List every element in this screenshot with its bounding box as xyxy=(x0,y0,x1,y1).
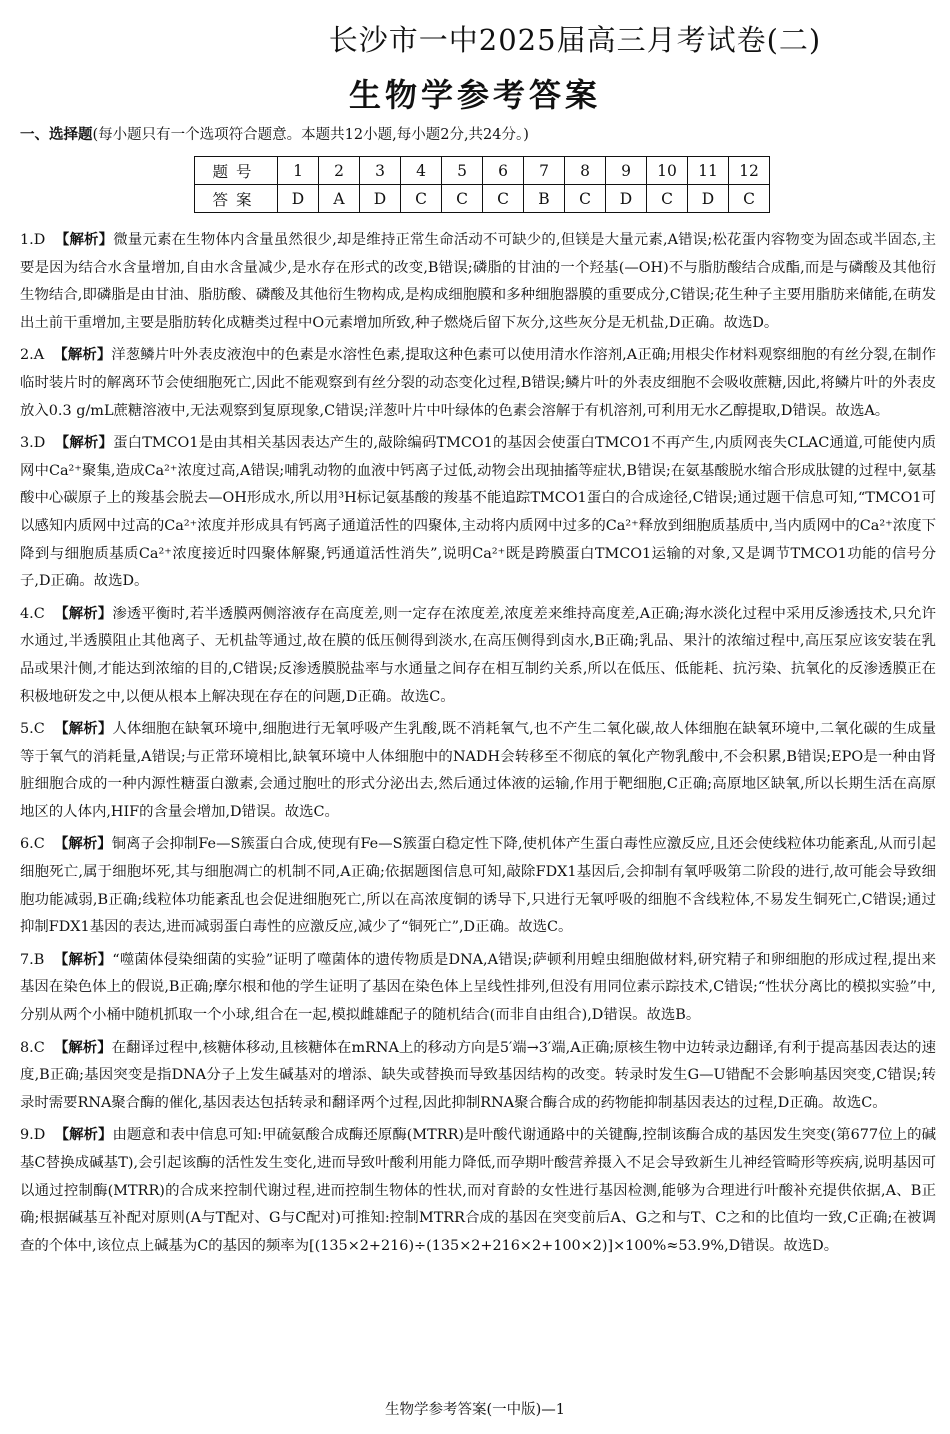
answer-cell: C xyxy=(483,185,524,213)
row-label-number: 题号 xyxy=(195,157,278,185)
analysis-tag: 【解析】 xyxy=(54,835,112,853)
question-head: 8.C xyxy=(20,1039,45,1056)
explanation-text: 蛋白TMCO1是由其相关基因表达产生的,敲除编码TMCO1的基因会使蛋白TMCO1不再产生,内质网丧失CLAC通道,可能使内质网中Ca²⁺聚集,造成Ca²⁺浓度过高,A错误;哺乳动物的血液中钙离子过低,动物会出现抽搐等症状,B错误;在氨基酸脱水缩合形成肽键的过程中,氨基酸中心碳原子上的羧基会脱去—OH形成水,所以用³H标记氨基酸的羧基不能追踪TMCO1蛋白的合成途径,C错误;通过题干信息可知,“TMCO1可以感知内质网中过高的Ca²⁺浓度并形成具有钙离子通道活性的四聚体,主动将内质网中过多的Ca²⁺释放到细胞质基质中,当内质网中的Ca²⁺浓度下降到与细胞质基质Ca²⁺浓度接近时四聚体解聚,钙通道活性消失”,说明Ca²⁺既是跨膜蛋白TMCO1运输的对象,又是调节TMCO1功能的信号分子,D正确。故选D。 xyxy=(20,435,936,590)
section-note: (每小题只有一个选项符合题意。本题共12小题,每小题2分,共24分。) xyxy=(92,127,529,143)
explanation-text: 微量元素在生物体内含量虽然很少,却是维持正常生命活动不可缺少的,但镁是大量元素,A错误;松花蛋内容物变为固态或半固态,主要是因为结合水含量增加,自由水含量减少,是水存在形式的改变,B错误;磷脂的甘油的一个羟基(—OH)不与脂肪酸结合成酯,而是与磷酸及其他衍生物结合,即磷脂是由甘油、脂肪酸、磷酸及其他衍生物构成,是构成细胞膜和多种细胞器膜的重要成分,C错误;花生种子主要用脂肪来储能,在萌发出土前干重增加,主要是脂肪转化成糖类过程中O元素增加所致,种子燃烧后留下灰分,这些灰分是无机盐,D正确。故选D。 xyxy=(20,232,936,331)
question-head: 1.D xyxy=(20,232,46,248)
explanations xyxy=(20,226,936,1260)
question-number: 9 xyxy=(606,157,647,185)
answer-cell: B xyxy=(524,185,565,213)
question-explanation-1 xyxy=(20,226,936,337)
analysis-tag: 【解析】 xyxy=(54,604,113,622)
question-number: 4 xyxy=(401,157,442,185)
analysis-tag: 【解析】 xyxy=(53,1038,112,1056)
question-explanation-3 xyxy=(20,429,936,596)
answer-cell: D xyxy=(688,185,729,213)
question-explanation-4 xyxy=(20,600,936,711)
question-number: 10 xyxy=(647,157,688,185)
question-explanation-2 xyxy=(20,341,936,425)
page-title: 生物学参考答案 xyxy=(348,76,601,114)
question-head: 4.C xyxy=(20,605,45,622)
analysis-tag: 【解析】 xyxy=(54,1126,113,1144)
question-explanation-6 xyxy=(20,830,936,941)
question-number: 11 xyxy=(688,157,729,185)
answer-row xyxy=(195,185,770,213)
section-title: 一、选择题 xyxy=(20,126,93,143)
answer-cell: D xyxy=(360,185,401,213)
question-number: 5 xyxy=(442,157,483,185)
answer-table xyxy=(194,156,770,213)
analysis-tag: 【解析】 xyxy=(54,434,114,452)
question-head: 6.C xyxy=(20,836,45,853)
analysis-tag: 【解析】 xyxy=(54,231,114,248)
answer-cell: C xyxy=(565,185,606,213)
explanation-text: 洋葱鳞片叶外表皮液泡中的色素是水溶性色素,提取这种色素可以使用清水作溶剂,A正确;用根尖作材料观察细胞的有丝分裂,在制作临时装片时的解离环节会使细胞死亡,因此不能观察到有丝分裂的动态变化过程,B错误;鳞片叶的外表皮细胞不会吸收蔗糖,因此,将鳞片叶的外表皮放入0.3 g/mL蔗糖溶液中,无法观察到复原现象,C错误;洋葱叶片中叶绿体的色素会溶解于有机溶剂,可利用无水乙醇提取,D错误。故选A。 xyxy=(20,347,936,419)
explanation-text: 铜离子会抑制Fe—S簇蛋白合成,使现有Fe—S簇蛋白稳定性下降,使机体产生蛋白毒性应激反应,且还会使线粒体功能紊乱,从而引起细胞死亡,属于细胞坏死,其与细胞凋亡的机制不同,A正确;依据题图信息可知,敲除FDX1基因后,会抑制有氧呼吸第二阶段的进行,故可能会导致细胞功能减弱,B正确;线粒体功能紊乱也会促进细胞死亡,所以在高浓度铜的诱导下,只进行无氧呼吸的细胞不含线粒体,不易发生铜死亡,C错误;通过抑制FDX1基因的表达,进而减弱蛋白毒性的应激反应,减少了“铜死亡”,D正确。故选C。 xyxy=(20,836,936,936)
page-footer: 生物学参考答案(一中版)—1 xyxy=(384,1402,566,1418)
question-number: 2 xyxy=(319,157,360,185)
explanation-text: 在翻译过程中,核糖体移动,且核糖体在mRNA上的移动方向是5′端→3′端,A正确;原核生物中边转录边翻译,有利于提高基因表达的速度,B正确;基因突变是指DNA分子上发生碱基对的增添、缺失或替换而导致基因结构的改变。转录时发生G—U错配不会影响基因突变,C错误;转录时需要RNA聚合酶的催化,基因表达包括转录和翻译两个过程,因此抑制RNA聚合酶合成的药物能抑制基因表达的过程,D正确。故选C。 xyxy=(20,1039,936,1111)
question-number: 1 xyxy=(278,157,319,185)
explanation-text: “噬菌体侵染细菌的实验”证明了噬菌体的遗传物质是DNA,A错误;萨顿利用蝗虫细胞做材料,研究精子和卵细胞的形成过程,提出来基因在染色体上的假说,B正确;摩尔根和他的学生证明了基因在染色体上呈线性排列,但没有用同位素示踪技术,C错误;“性状分离比的模拟实验”中,分别从两个小桶中随机抓取一个小球,组合在一起,模拟雌雄配子的随机结合(而非自由组合),D错误。故选B。 xyxy=(20,951,936,1024)
question-number: 6 xyxy=(483,157,524,185)
explanation-text: 由题意和表中信息可知:甲硫氨酸合成酶还原酶(MTRR)是叶酸代谢通路中的关键酶,控制该酶合成的基因发生突变(第677位上的碱基C替换成碱基T),会引起该酶的活性发生变化,进而导致叶酸利用能力降低,而孕期叶酸营养摄入不足会导致新生儿神经管畸形等疾病,说明基因可以通过控制酶(MTRR)的合成来控制代谢过程,进而控制生物体的性状,而对育龄的女性进行基因检测,能够为合理进行叶酸补充提供依据,A、B正确;根据碱基互补配对原则(A与T配对、G与C配对)可推知:控制MTRR合成的基因在突变前后A、G之和与T、C之和的比值均一致,C正确;在被调查的个体中,该位点上碱基为C的基因的频率为[(135×2+216)÷(135×2+216×2+100×2)]×100%≈53.9%,D错误。故选D。 xyxy=(20,1127,936,1254)
answer-cell: D xyxy=(278,185,319,213)
question-explanation-9 xyxy=(20,1121,936,1260)
answer-cell: C xyxy=(442,185,483,213)
section-heading xyxy=(20,124,936,146)
answer-cell: C xyxy=(401,185,442,213)
question-number: 8 xyxy=(565,157,606,185)
exam-title: 长沙市一中2025届高三月考试卷(二) xyxy=(328,23,822,57)
analysis-tag: 【解析】 xyxy=(53,346,112,364)
answer-cell: A xyxy=(319,185,360,213)
question-explanation-5 xyxy=(20,715,936,826)
question-explanation-8 xyxy=(20,1034,936,1118)
question-number: 12 xyxy=(729,157,770,185)
question-head: 9.D xyxy=(20,1127,46,1144)
answer-cell: D xyxy=(606,185,647,213)
row-label-answer: 答案 xyxy=(195,185,278,213)
explanation-text: 人体细胞在缺氧环境中,细胞进行无氧呼吸产生乳酸,既不消耗氧气,也不产生二氧化碳,故人体细胞在缺氧环境中,二氧化碳的生成量等于氧气的消耗量,A错误;与正常环境相比,缺氧环境中人体细胞中的NADH会转移至不彻底的氧化产物乳酸中,不会积累,B错误;EPO是一种由肾脏细胞合成的一种内源性糖蛋白激素,会通过胞吐的形式分泌出去,然后通过体液的运输,作用于靶细胞,C正确;高原地区缺氧,所以长期生活在高原地区的人体内,HIF的含量会增加,D错误。故选C。 xyxy=(20,721,936,820)
question-head: 5.C xyxy=(20,721,45,738)
question-head: 3.D xyxy=(20,435,46,452)
answer-cell: C xyxy=(729,185,770,213)
question-number: 7 xyxy=(524,157,565,185)
question-head: 2.A xyxy=(20,347,45,364)
question-head: 7.B xyxy=(20,951,45,968)
question-number: 3 xyxy=(360,157,401,185)
question-explanation-7 xyxy=(20,946,936,1030)
explanation-text: 渗透平衡时,若半透膜两侧溶液存在高度差,则一定存在浓度差,浓度差来维持高度差,A正确;海水淡化过程中采用反渗透技术,只允许水通过,半透膜阻止其他离子、无机盐等通过,故在膜的低压侧得到淡水,在高压侧得到卤水,B正确;乳品、果汁的浓缩过程中,高压泵应该安装在乳品或果汁侧,才能达到浓缩的目的,C错误;反渗透膜脱盐率与水通量之间存在相互制约关系,所以在低压、低能耗、抗污染、抗氧化的反渗透膜正在积极地研发之中,以便从根本上解决现在存在的问题,D正确。故选C。 xyxy=(20,605,936,705)
analysis-tag: 【解析】 xyxy=(54,720,113,738)
answer-cell: C xyxy=(647,185,688,213)
analysis-tag: 【解析】 xyxy=(53,950,113,968)
question-number-row xyxy=(195,157,770,185)
